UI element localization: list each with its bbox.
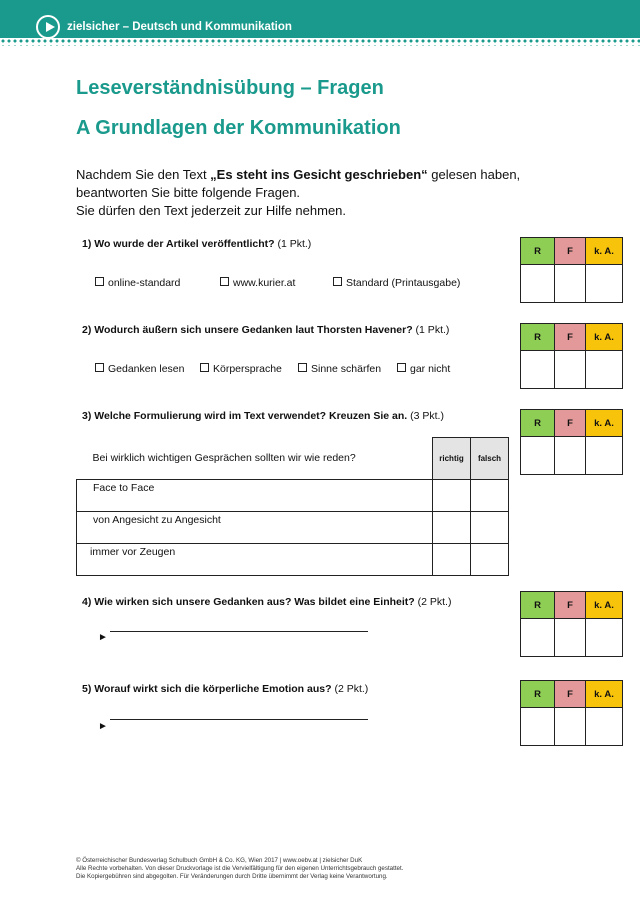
q2-option-4[interactable]: gar nicht [397,363,450,375]
article-title: „Es steht ins Gesicht geschrieben“ [210,167,428,182]
banner-dotted-edge [0,38,640,46]
checkbox[interactable] [220,277,229,286]
cell-richtig[interactable] [433,544,471,576]
checkbox[interactable] [95,277,104,286]
question-4: 4) Wie wirken sich unsere Gedanken aus? Was bildet eine Einheit? (2 Pkt.) [82,596,452,608]
answer-line-q5[interactable] [110,719,368,720]
grading-table-q5: R F k. A. [520,680,623,746]
question-1: 1) Wo wurde der Artikel veröffentlicht? (1 Pkt.) [82,238,312,250]
cell-richtig[interactable] [433,512,471,544]
cell-richtig[interactable] [433,480,471,512]
cell-falsch[interactable] [471,480,509,512]
col-falsch: falsch [471,438,509,480]
cell-falsch[interactable] [471,512,509,544]
q3-answer-table [76,437,509,576]
page-subtitle: A Grundlagen der Kommunikation [76,117,401,139]
q2-option-2[interactable]: Körpersprache [200,363,282,375]
page-title: Leseverständnisübung – Fragen [76,77,384,99]
q2-option-3[interactable]: Sinne schärfen [298,363,381,375]
col-richtig: richtig [433,438,471,480]
q1-option-2[interactable]: www.kurier.at [220,277,295,289]
arrow-icon: ► [98,721,108,732]
question-2: 2) Wodurch äußern sich unsere Gedanken laut Thorsten Havener? (1 Pkt.) [82,324,450,336]
table-row: von Angesicht zu Angesicht [77,512,433,544]
arrow-icon: ► [98,632,108,643]
answer-line-q4[interactable] [110,631,368,632]
grading-table-q2: R F k. A. [520,323,623,389]
q2-option-1[interactable]: Gedanken lesen [95,363,184,375]
q1-option-3[interactable]: Standard (Printausgabe) [333,277,460,289]
checkbox[interactable] [95,363,104,372]
question-3: 3) Welche Formulierung wird im Text verwendet? Kreuzen Sie an. (3 Pkt.) [82,410,444,422]
cell-falsch[interactable] [471,544,509,576]
grading-table-q4: R F k. A. [520,591,623,657]
footer-copyright: © Österreichischer Bundesverlag Schulbuch GmbH & Co. KG, Wien 2017 | www.oebv.at | zielsicher DuK Alle Rechte vorbehalten. Von dieser Druckvorlage ist die Vervielfältigung für den eigenen Unterrichtsgebrauch gestattet. Die Kopiergebühren sind abgegolten. Für Veränderungen durch Dritte übernimmt der Verlag keine Verantwortung. [76,857,404,880]
play-icon [36,15,60,39]
question-5: 5) Worauf wirkt sich die körperliche Emotion aus? (2 Pkt.) [82,683,369,695]
intro-text: Nachdem Sie den Text „Es steht ins Gesicht geschrieben“ gelesen haben, beantworten Sie bitte folgende Fragen. Sie dürfen den Text jederzeit zur Hilfe nehmen. [76,167,521,218]
checkbox[interactable] [298,363,307,372]
grading-table-q1: R F k. A. [520,237,623,303]
table-row: Face to Face [77,480,433,512]
brand-name: zielsicher – Deutsch und Kommunikation [67,21,292,33]
grading-table-q3: R F k. A. [520,409,623,475]
checkbox[interactable] [333,277,342,286]
checkbox[interactable] [200,363,209,372]
table-row: immer vor Zeugen [77,544,433,576]
checkbox[interactable] [397,363,406,372]
table-prompt: Bei wirklich wichtigen Gesprächen sollten wir wie reden? [77,438,433,480]
q1-option-1[interactable]: online-standard [95,277,180,289]
